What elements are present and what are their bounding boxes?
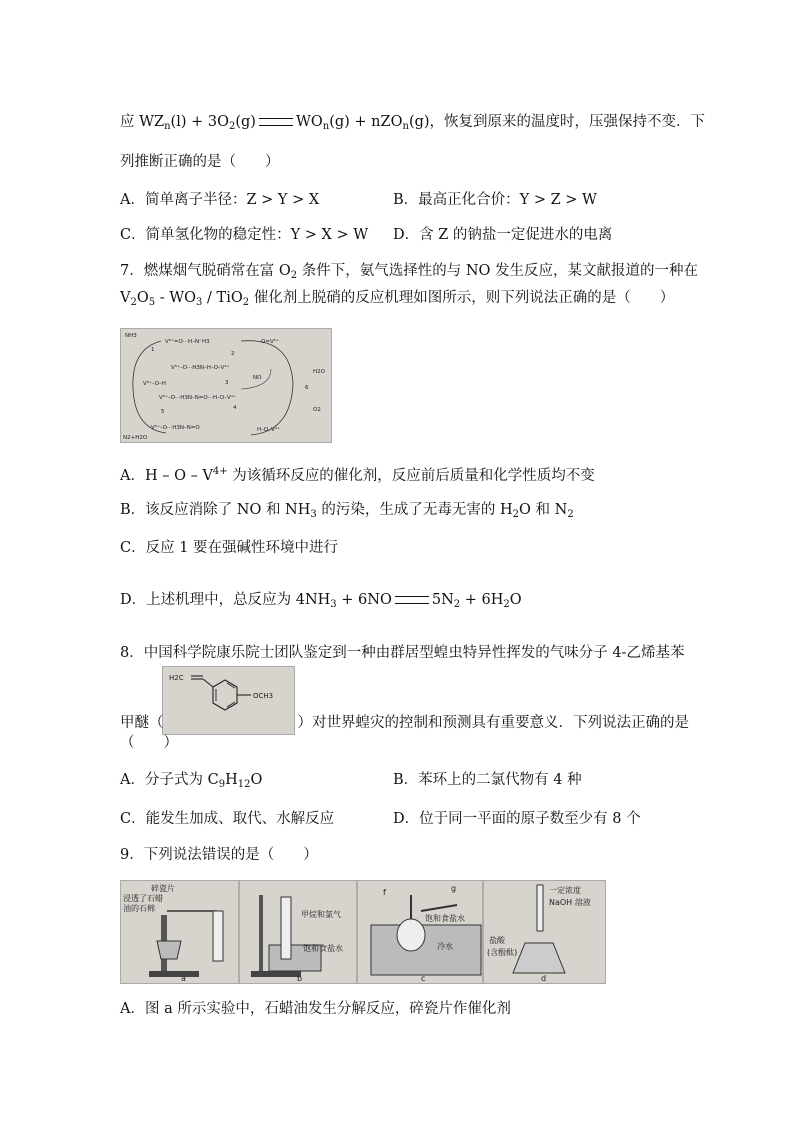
- q7-option-d: D．上述机理中，总反应为 $4NH_3 + 6NO$ $5N_2 + 6H_2O$: [120, 592, 522, 610]
- equals-sign: [395, 596, 429, 604]
- q6-option-c: C．简单氢化物的稳定性：Y > X > W: [120, 227, 369, 243]
- fig-top-species: V⁵⁺=O···H–N⁻H3: [165, 339, 210, 345]
- fig-a-caption: a: [181, 974, 186, 983]
- fig-a-label3: 油的石棉: [123, 904, 155, 913]
- fig-och3: OCH3: [253, 692, 274, 700]
- q7-option-b: B．该反应消除了 NO 和 $NH_3$ 的污染，生成了无毒无害的 $H_2O$ 和 $N_2$: [120, 502, 574, 520]
- fig-bottom: V⁵⁺–O···H3N–N=O: [151, 425, 200, 431]
- fig-a-label1: 碎瓷片: [151, 884, 175, 893]
- fig-c-label1: 饱和食盐水: [425, 914, 465, 923]
- fig-n2h2o: N2+H2O: [123, 435, 148, 441]
- q8-option-b: B．苯环上的二氯代物有 4 种: [393, 772, 582, 788]
- q7-mechanism-figure: [120, 328, 332, 443]
- fig-c-f: f: [383, 888, 386, 897]
- q7-stem-line-2: $V_2O_5 - WO_3 / TiO_2$ 催化剂上脱硝的反应机理如图所示，则下列说法正确的是（ ）: [120, 290, 675, 308]
- fig-no: NO: [253, 375, 262, 381]
- fig-h2c: H2C: [169, 674, 184, 682]
- fig-step2: 2: [231, 351, 235, 357]
- q9-stem-line: 9．下列说法错误的是（ ）: [120, 847, 318, 863]
- fig-b-label2: 饱和食盐水: [303, 944, 343, 953]
- fig-nh3: NH3: [125, 333, 137, 339]
- q7-stem-line-1: 7．燃煤烟气脱硝常在富 $O_2$ 条件下，氨气选择性的与 NO 发生反应，某文献报道的一种在: [120, 263, 699, 281]
- fig-h2o: H2O: [313, 369, 325, 375]
- fig-o2: O2: [313, 407, 321, 413]
- fig-mid2: V⁵⁺–O···H3N–N=O···H–O–V⁴⁺: [159, 395, 236, 401]
- q8-option-c: C．能发生加成、取代、水解反应: [120, 811, 335, 827]
- q7-option-a: A．H – O – $V^{4+}$ 为该循环反应的催化剂，反应前后质量和化学性质均不变: [120, 466, 595, 484]
- q8-stem-line-1: 8．中国科学院康乐院士团队鉴定到一种由群居型蝗虫特异性挥发的气味分子 4-乙烯基苯: [120, 645, 685, 661]
- fig-d-label2: NaOH 溶液: [549, 898, 591, 907]
- fig-mid1: V⁵⁺–O···H3N–H–O–V⁴⁺: [171, 365, 230, 371]
- fig-d-label1: 一定浓度: [549, 886, 581, 895]
- q6-stem-line: 列推断正确的是（ ）: [120, 154, 280, 170]
- fig-left: V⁵⁺–O–H: [143, 381, 166, 387]
- fig-step4: 4: [233, 405, 237, 411]
- fig-step3: 3: [225, 380, 229, 386]
- q6-option-b: B．最高正化合价：Y > Z > W: [393, 192, 597, 208]
- fig-c-caption: c: [421, 974, 426, 983]
- fig-a-label2: 浸透了石蜡: [123, 894, 163, 903]
- q8-option-d: D．位于同一平面的原子数至少有 8 个: [393, 811, 641, 827]
- q6-option-a: A．简单离子半径：Z > Y > X: [120, 192, 320, 208]
- q7-option-c: C．反应 1 要在强碱性环境中进行: [120, 540, 339, 556]
- fig-c-g: g: [451, 884, 457, 893]
- q8-option-a: A．分子式为 $C_9H_{12}O$: [120, 772, 263, 790]
- q6-option-d: D．含 Z 的钠盐一定促进水的电离: [393, 227, 613, 243]
- q9-option-a: A．图 a 所示实验中，石蜡油发生分解反应，碎瓷片作催化剂: [120, 1001, 511, 1017]
- fig-d-caption: d: [541, 974, 547, 983]
- fig-c-label2: 冷水: [437, 942, 453, 951]
- fig-d-label4: (含酚酞): [487, 948, 518, 957]
- equals-sign: [259, 118, 293, 126]
- fig-step1: 1: [151, 347, 155, 353]
- fig-step6: 6: [305, 385, 309, 391]
- fig-b-label1: 甲烷和氯气: [301, 910, 341, 919]
- q8-stem-line-3: （ ）: [120, 735, 178, 751]
- q8-stem-line-2: 甲醚（ ）对世界蝗灾的控制和预测具有重要意义．下列说法正确的是: [120, 715, 689, 731]
- fig-right-bottom: H–O–V⁴⁺: [257, 427, 280, 433]
- fig-step5: 5: [161, 409, 165, 415]
- q9-apparatus-figure: [120, 880, 606, 984]
- fig-b-caption: b: [297, 974, 303, 983]
- fig-right-top: O=V⁵⁺: [261, 339, 279, 345]
- fig-d-label3: 盐酸: [489, 936, 505, 945]
- q6-equation-line: 应 $WZ_n(l) + 3O_2(g) WO_n(g) + nZO_n(g)$，恢复到原来的温度时，压强保持不变．下: [120, 114, 706, 132]
